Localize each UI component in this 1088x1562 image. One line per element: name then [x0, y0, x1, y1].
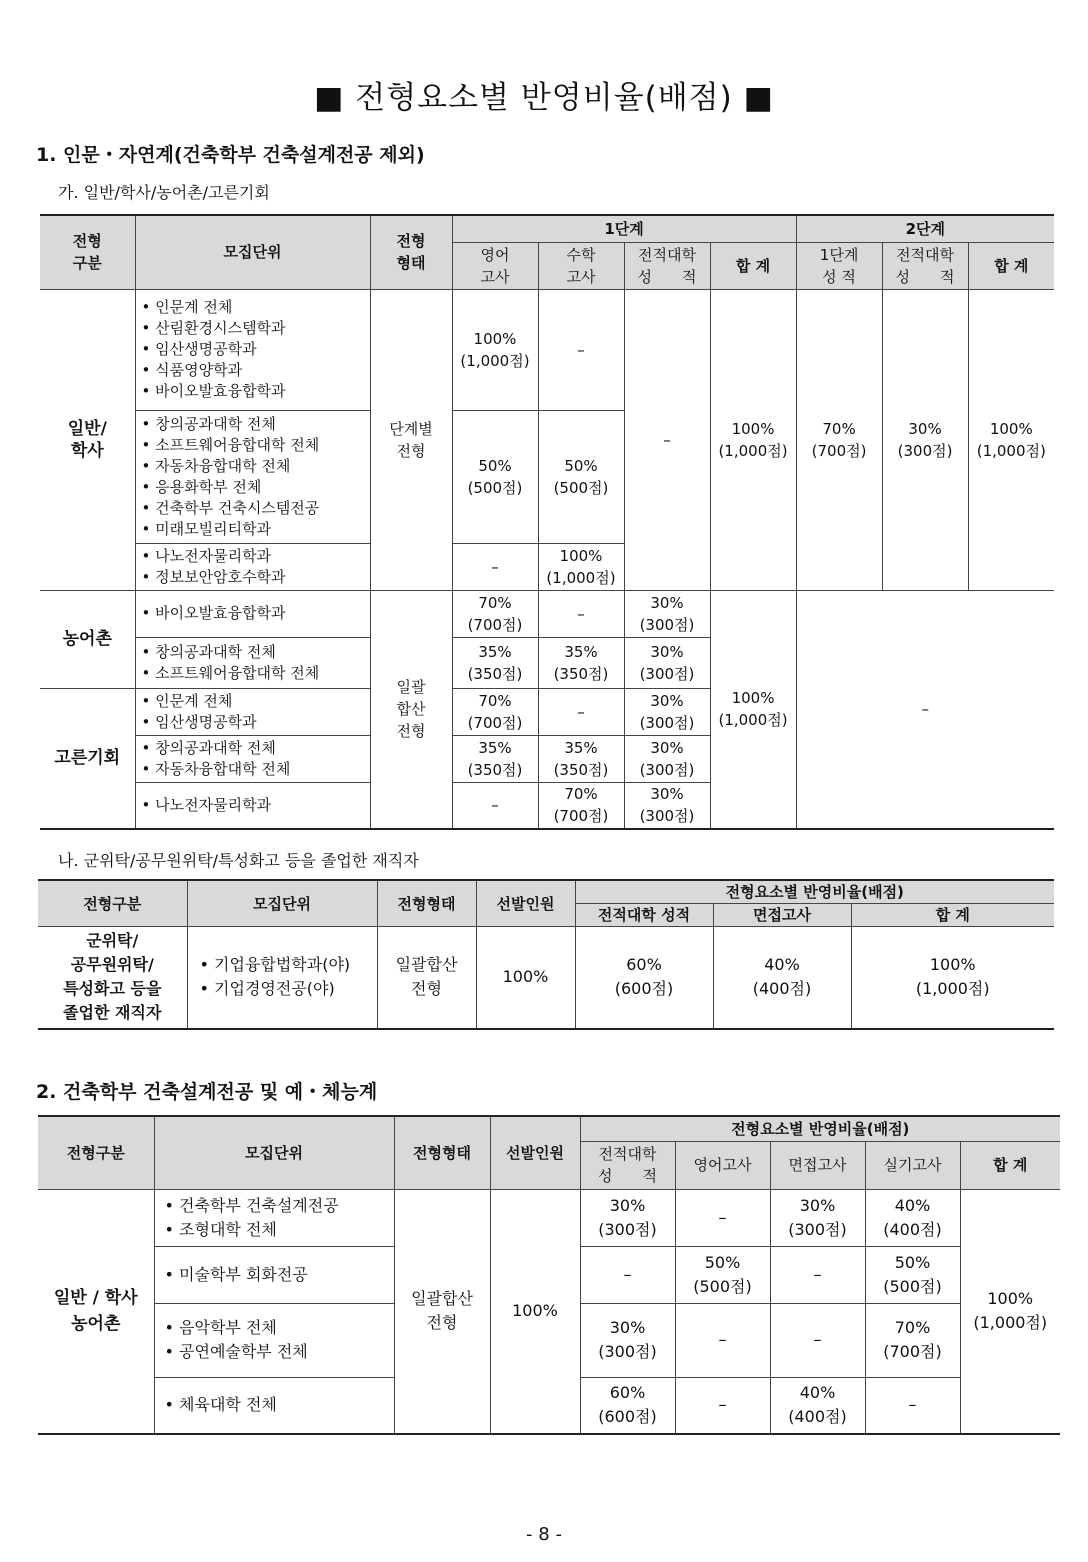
- header-stage2: 2단계: [796, 215, 1054, 242]
- header-total: 합 계: [851, 904, 1054, 927]
- cell-english: 70% (700점): [452, 590, 538, 637]
- cell-practical: 70% (700점): [865, 1303, 960, 1377]
- table-admission-arts: [38, 1115, 1060, 1435]
- cell-transfer: 30% (300점): [624, 735, 710, 782]
- cell-transfer: 60% (600점): [575, 927, 713, 1029]
- cell-transfer2: 30% (300점): [882, 289, 968, 590]
- header-stage1-score: 1단계 성 적: [796, 242, 882, 289]
- table-row: [38, 1189, 1060, 1246]
- units-list: • 바이오발효융합학과: [135, 590, 370, 637]
- header-english: 영어 고사: [452, 242, 538, 289]
- header-type: 전형 구분: [40, 215, 135, 289]
- form-stepwise: 단계별 전형: [370, 289, 452, 590]
- header-english: 영어고사: [675, 1141, 770, 1189]
- header-units: 모집단위: [187, 880, 377, 927]
- header-transfer: 전적대학 성적: [575, 904, 713, 927]
- cell-english: –: [675, 1189, 770, 1246]
- units-list: • 창의공과대학 전체 • 소프트웨어융합대학 전체: [135, 637, 370, 688]
- cell-interview: 40% (400점): [713, 927, 851, 1029]
- cell-math: 70% (700점): [538, 782, 624, 829]
- header-ratio: 전형요소별 반영비율(배점): [575, 880, 1054, 904]
- cell-math: 35% (350점): [538, 735, 624, 782]
- cell-total: 100% (1,000점): [710, 590, 796, 829]
- type-general: 일반/ 학사: [40, 289, 135, 590]
- form-lump: 일괄 합산 전형: [370, 590, 452, 829]
- cell-practical: 50% (500점): [865, 1246, 960, 1303]
- cell-math: 35% (350점): [538, 637, 624, 688]
- section2-heading: 2. 건축학부 건축설계전공 및 예・체능계: [36, 1081, 378, 1103]
- units-list: • 음악학부 전체 • 공연예술학부 전체: [154, 1303, 394, 1377]
- header-units: 모집단위: [135, 215, 370, 289]
- type-employee: 군위탁/ 공무원위탁/ 특성화고 등을 졸업한 재직자: [38, 927, 187, 1029]
- cell-stage2-none: –: [796, 590, 1054, 829]
- cell-transfer: 30% (300점): [624, 590, 710, 637]
- section1a-heading: 가. 일반/학사/농어촌/고른기회: [58, 183, 270, 202]
- cell-math: –: [538, 590, 624, 637]
- header-practical: 실기고사: [865, 1141, 960, 1189]
- header-transfer2: 전적대학 성 적: [882, 242, 968, 289]
- cell-stage1-score: 70% (700점): [796, 289, 882, 590]
- header-quota: 선발인원: [490, 1116, 580, 1189]
- header-ratio: 전형요소별 반영비율(배점): [580, 1116, 1060, 1141]
- units-list: • 인문계 전체 • 산림환경시스템학과 • 임산생명공학과 • 식품영양학과 • 바이오발효융합학과: [135, 289, 370, 410]
- cell-math: 50% (500점): [538, 410, 624, 543]
- cell-transfer: –: [624, 289, 710, 590]
- header-form: 전형 형태: [370, 215, 452, 289]
- units-list: • 기업융합법학과(야) • 기업경영전공(야): [187, 927, 377, 1029]
- cell-english: 35% (350점): [452, 735, 538, 782]
- cell-transfer: 30% (300점): [580, 1189, 675, 1246]
- type-farm: 농어촌: [40, 590, 135, 688]
- cell-quota: 100%: [476, 927, 575, 1029]
- cell-english: 50% (500점): [675, 1246, 770, 1303]
- units-list: • 미술학부 회화전공: [154, 1246, 394, 1303]
- cell-transfer: 60% (600점): [580, 1377, 675, 1434]
- cell-english: –: [675, 1303, 770, 1377]
- table-row: [40, 289, 1054, 410]
- cell-total: 100% (1,000점): [960, 1189, 1060, 1434]
- header-transfer: 전적대학 성 적: [624, 242, 710, 289]
- cell-math: –: [538, 289, 624, 410]
- cell-total: 100% (1,000점): [851, 927, 1054, 1029]
- section1-heading: 1. 인문・자연계(건축학부 건축설계전공 제외): [36, 144, 425, 166]
- header-total2: 합 계: [968, 242, 1054, 289]
- header-interview: 면접고사: [713, 904, 851, 927]
- type-general-farm: 일반 / 학사 농어촌: [38, 1189, 154, 1434]
- units-list: • 나노전자물리학과: [135, 782, 370, 829]
- cell-transfer: 30% (300점): [624, 688, 710, 735]
- cell-english: 35% (350점): [452, 637, 538, 688]
- header-type: 전형구분: [38, 1116, 154, 1189]
- page-title: ■ 전형요소별 반영비율(배점) ■: [314, 80, 774, 116]
- units-list: • 나노전자물리학과 • 정보보안암호수학과: [135, 543, 370, 590]
- cell-form: 일괄합산 전형: [377, 927, 476, 1029]
- cell-interview: –: [770, 1246, 865, 1303]
- page-number: - 8 -: [526, 1524, 562, 1545]
- cell-interview: 40% (400점): [770, 1377, 865, 1434]
- table-row: [38, 927, 1054, 1029]
- cell-english: –: [675, 1377, 770, 1434]
- header-math: 수학 고사: [538, 242, 624, 289]
- cell-total: 100% (1,000점): [710, 289, 796, 590]
- cell-english: 100% (1,000점): [452, 289, 538, 410]
- units-list: • 건축학부 건축설계전공 • 조형대학 전체: [154, 1189, 394, 1246]
- cell-transfer: 30% (300점): [624, 637, 710, 688]
- cell-english: 70% (700점): [452, 688, 538, 735]
- cell-transfer: –: [580, 1246, 675, 1303]
- cell-transfer: 30% (300점): [624, 782, 710, 829]
- header-stage1: 1단계: [452, 215, 796, 242]
- cell-english: –: [452, 543, 538, 590]
- cell-practical: 40% (400점): [865, 1189, 960, 1246]
- units-list: • 체육대학 전체: [154, 1377, 394, 1434]
- header-total: 합 계: [710, 242, 796, 289]
- cell-english: –: [452, 782, 538, 829]
- units-list: • 창의공과대학 전체 • 소프트웨어융합대학 전체 • 자동차융합대학 전체 • 응용화학부 전체 • 건축학부 건축시스템전공 • 미래모빌리티학과: [135, 410, 370, 543]
- header-total: 합 계: [960, 1141, 1060, 1189]
- table-admission-employee: [38, 879, 1054, 1030]
- cell-math: –: [538, 688, 624, 735]
- cell-total2: 100% (1,000점): [968, 289, 1054, 590]
- cell-transfer: 30% (300점): [580, 1303, 675, 1377]
- table-row: [40, 590, 1054, 637]
- section1b-heading: 나. 군위탁/공무원위탁/특성화고 등을 졸업한 재직자: [58, 851, 419, 870]
- table-admission-general: [40, 214, 1054, 830]
- header-interview: 면접고사: [770, 1141, 865, 1189]
- units-list: • 인문계 전체 • 임산생명공학과: [135, 688, 370, 735]
- header-units: 모집단위: [154, 1116, 394, 1189]
- units-list: • 창의공과대학 전체 • 자동차융합대학 전체: [135, 735, 370, 782]
- cell-english: 50% (500점): [452, 410, 538, 543]
- cell-interview: 30% (300점): [770, 1189, 865, 1246]
- cell-math: 100% (1,000점): [538, 543, 624, 590]
- header-form: 전형형태: [394, 1116, 490, 1189]
- header-transfer: 전적대학 성 적: [580, 1141, 675, 1189]
- cell-quota: 100%: [490, 1189, 580, 1434]
- cell-practical: –: [865, 1377, 960, 1434]
- cell-form: 일괄합산 전형: [394, 1189, 490, 1434]
- type-equal: 고른기회: [40, 688, 135, 829]
- header-form: 전형형태: [377, 880, 476, 927]
- header-quota: 선발인원: [476, 880, 575, 927]
- header-type: 전형구분: [38, 880, 187, 927]
- cell-interview: –: [770, 1303, 865, 1377]
